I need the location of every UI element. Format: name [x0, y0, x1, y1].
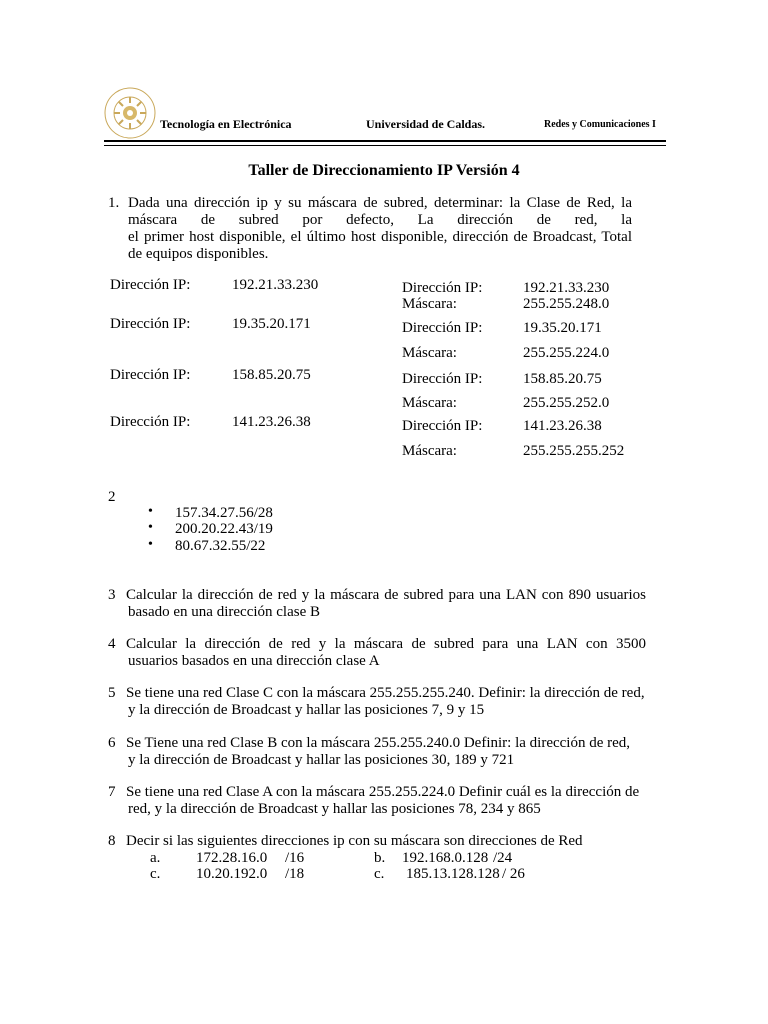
left-label-3: Dirección IP:: [110, 367, 191, 383]
left-value-1: 192.21.33.230: [232, 277, 319, 293]
q1-line-4: de equipos disponibles.: [128, 246, 269, 262]
q6-number: 6: [108, 735, 116, 751]
list-item: [148, 504, 273, 522]
right-value-2: 255.255.248.0: [523, 296, 610, 312]
q6-line-2: y la dirección de Broadcast y hallar las posiciones 30, 189 y 721: [128, 752, 515, 768]
header-rule-thin: [104, 145, 666, 146]
right-value-6: 255.255.252.0: [523, 395, 610, 411]
q4-line-1: Calcular la dirección de red y la máscara de subred para una LAN con 3500: [126, 636, 646, 652]
q8-item-d-ip: 185.13.128.128: [406, 866, 500, 882]
left-value-4: 141.23.26.38: [232, 414, 311, 430]
q4-number: 4: [108, 636, 116, 652]
right-value-1: 192.21.33.230: [523, 280, 610, 296]
q1-line-3: el primer host disponible, el último host disponible, dirección de Broadcast, Total: [128, 229, 632, 245]
right-label-3: Dirección IP:: [402, 320, 483, 336]
header-university: Universidad de Caldas.: [366, 117, 486, 131]
q5-line-2: y la dirección de Broadcast y hallar las posiciones 7, 9 y 15: [128, 702, 485, 718]
right-label-7: Dirección IP:: [402, 418, 483, 434]
right-value-4: 255.255.224.0: [523, 345, 610, 361]
q8-line: Decir si las siguientes direcciones ip con su máscara son direcciones de Red: [126, 833, 583, 849]
q8-item-a-letter: a.: [150, 850, 161, 866]
q8-item-b-mask: /24: [493, 850, 513, 866]
q3-line-2: basado en una dirección clase B: [128, 604, 321, 620]
header-program: Tecnología en Electrónica: [160, 117, 292, 131]
bullet-icon: •: [148, 504, 153, 519]
q2-item-2: 200.20.22.43/19: [175, 521, 273, 537]
right-value-5: 158.85.20.75: [523, 371, 602, 387]
right-label-5: Dirección IP:: [402, 371, 483, 387]
left-label-1: Dirección IP:: [110, 277, 191, 293]
university-seal-icon: [96, 86, 164, 140]
q8-item-c-letter: c.: [150, 866, 161, 882]
bullet-icon: •: [148, 537, 153, 552]
q8-item-b-letter: b.: [374, 850, 386, 866]
q8-item-a-mask: /16: [285, 850, 305, 866]
right-label-4: Máscara:: [402, 345, 457, 361]
bullet-icon: •: [148, 520, 153, 535]
left-value-2: 19.35.20.171: [232, 316, 311, 332]
right-value-7: 141.23.26.38: [523, 418, 602, 434]
q2-number: 2: [108, 489, 116, 505]
q8-item-d-mask: / 26: [502, 866, 525, 882]
right-label-2: Máscara:: [402, 296, 457, 312]
left-value-3: 158.85.20.75: [232, 367, 311, 383]
q4-line-2: usuarios basados en una dirección clase A: [128, 653, 380, 669]
page-title: Taller de Direccionamiento IP Versión 4: [248, 162, 520, 179]
q2-item-1: 157.34.27.56/28: [175, 505, 273, 521]
right-value-8: 255.255.255.252: [523, 443, 625, 459]
q8-number: 8: [108, 833, 116, 849]
q3-number: 3: [108, 587, 116, 603]
q7-line-1: Se tiene una red Clase A con la máscara 255.255.224.0 Definir cuál es la dirección de: [126, 784, 640, 800]
q1-line-2: máscara de subred por defecto, La dirección de red, la: [128, 212, 632, 228]
q8-item-c-ip: 10.20.192.0: [196, 866, 268, 882]
right-value-3: 19.35.20.171: [523, 320, 602, 336]
right-label-6: Máscara:: [402, 395, 457, 411]
q1-line-1: Dada una dirección ip y su máscara de subred, determinar: la Clase de Red, la: [128, 195, 632, 211]
q8-item-c-mask: /18: [285, 866, 305, 882]
q8-item-b-ip: 192.168.0.128: [402, 850, 489, 866]
q5-number: 5: [108, 685, 116, 701]
q8-item-d-letter: c.: [374, 866, 385, 882]
header-rule-thick: [104, 140, 666, 142]
q1-number: 1.: [108, 195, 120, 211]
q2-item-3: 80.67.32.55/22: [175, 538, 266, 554]
right-label-1: Dirección IP:: [402, 280, 483, 296]
q5-line-1: Se tiene una red Clase C con la máscara 255.255.255.240. Definir: la dirección de red,: [126, 685, 645, 701]
q3-line-1: Calcular la dirección de red y la máscara de subred para una LAN con 890 usuarios: [126, 587, 646, 603]
q8-item-a-ip: 172.28.16.0: [196, 850, 268, 866]
right-label-8: Máscara:: [402, 443, 457, 459]
left-label-2: Dirección IP:: [110, 316, 191, 332]
left-label-4: Dirección IP:: [110, 414, 191, 430]
q7-line-2: red, y la dirección de Broadcast y hallar las posiciones 78, 234 y 865: [128, 801, 541, 817]
header-course: Redes y Comunicaciones I: [544, 119, 656, 130]
q6-line-1: Se Tiene una red Clase B con la máscara 255.255.240.0 Definir: la dirección de red,: [126, 735, 631, 751]
list-item: [148, 520, 273, 538]
q7-number: 7: [108, 784, 116, 800]
list-item: [148, 537, 266, 555]
